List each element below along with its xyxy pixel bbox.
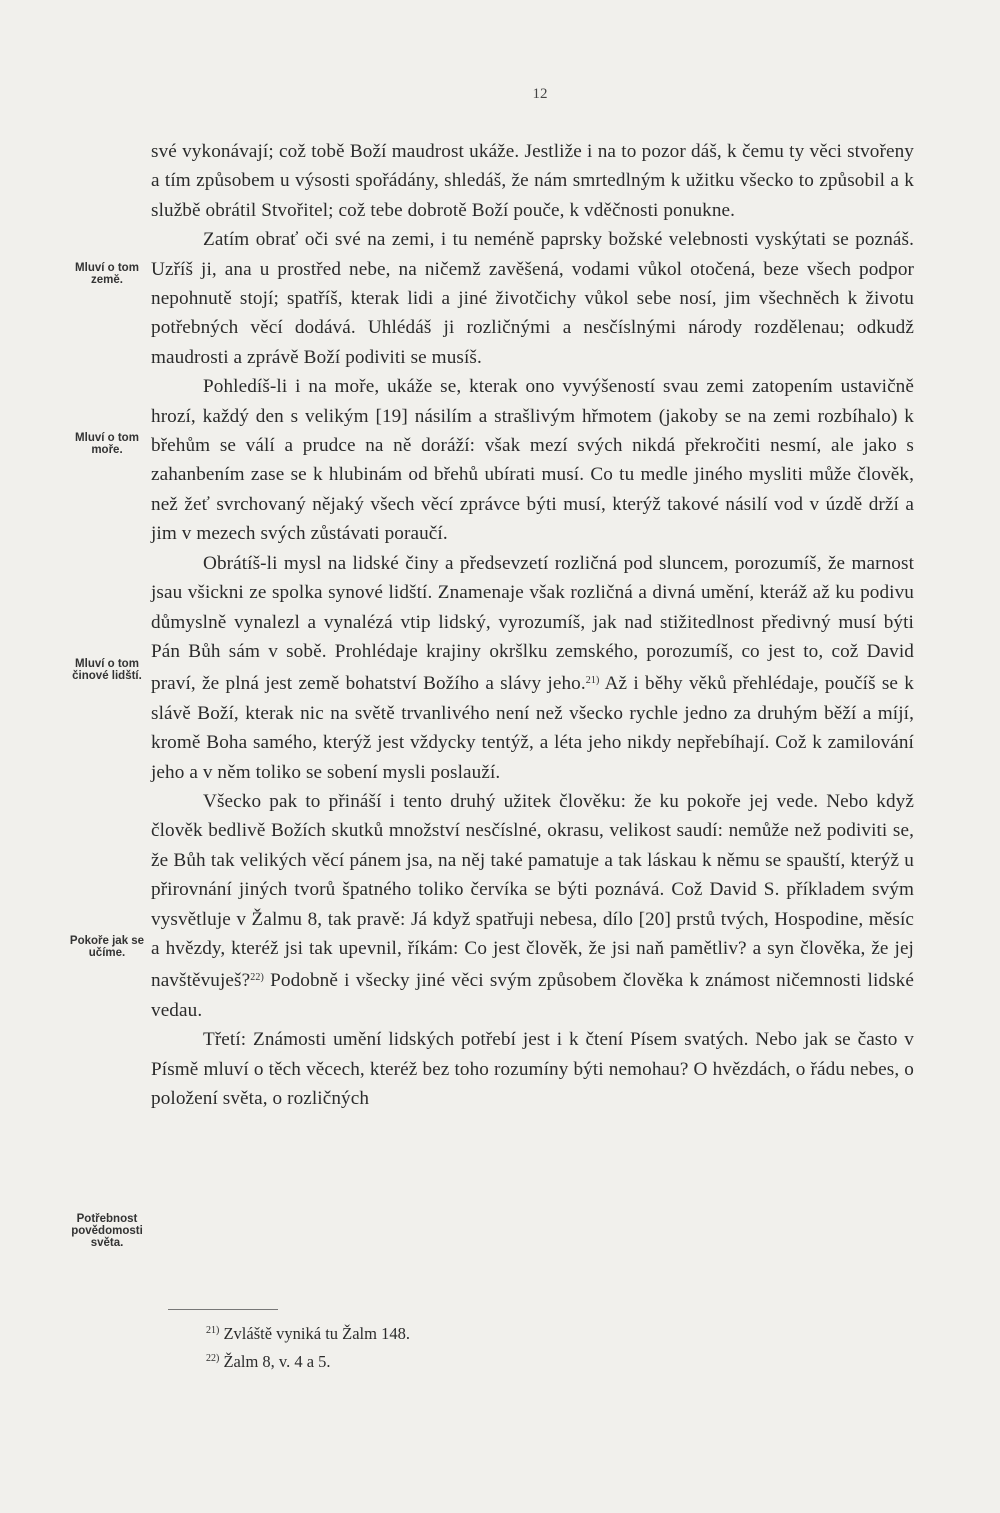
footnote-divider: [168, 1309, 278, 1310]
footnotes: [206, 1318, 706, 1374]
paragraph-text: Obrátíš-li mysl na lidské činy a předsevzetí rozličná pod sluncem, porozumíš, že marnost jsau všickni ze spolka synové lidští. Znamenaje však rozličná a divná umění, kteráž až ku podivu důmyslně vynalezl a vynalézá vtip lidský, vyrozumíš, jak nad stižitedlnost předivný musí býti Pán Bůh sám v sobě. Prohlédaje krajiny okršlku zemského, porozumíš, co jest to, což David praví, že plná jest země bohatství Božího a slávy jeho.: [151, 552, 914, 695]
main-text: [151, 137, 914, 1113]
sidenote: Mluví o tom moře.: [75, 432, 139, 456]
paragraph: Třetí: Známosti umění lidských potřebí jest i k čtení Písem svatých. Nebo jak se často v Písmě mluví o těch věcech, kteréž bez toho rozumíny býti nemohau? O hvězdách, o řádu nebes, o položení světa, o rozličných: [151, 1029, 914, 1109]
footnote-text: Žalm 8, v. 4 a 5.: [219, 1352, 331, 1371]
paragraph: [151, 787, 914, 1025]
page-number: 12: [532, 86, 548, 102]
footnote-mark: 22): [206, 1353, 220, 1364]
footnote-text: Zvláště vyniká tu Žalm 148.: [219, 1324, 410, 1343]
footnote: [206, 1346, 706, 1374]
paragraph: Pohledíš-li i na moře, ukáže se, kterak ono vyvýšeností svau zemi zatopením ustavičně hrozí, každý den s velikým [19] násilím a strašlivým hřmotem (jakoby se na zemi rozbíhalo) k břehům se válí a prudce na ně doráží: však mezí svých nikdá překročiti nesmí, ale jako s zahanbením zase se k hlubinám od břehů ubírati musí. Co tu medle jiného mysliti může člověk, než žeť svrchovaný nějaký všech věcí zprávce býti musí, kterýž takové násilí vod v úzdě drží a jim v mezech svých zůstávati poraučí.: [151, 376, 914, 545]
paragraph: [151, 549, 914, 787]
paragraph: Zatím obrať oči své na zemi, i tu neméně paprsky božské velebnosti vyskýtati se poznáš. Uzříš ji, ana u prostřed nebe, na ničemž zavěšená, vodami vůkol otočená, beze všech podpor nepohnutě stojí; spatříš, kterak lidi a jiné životčichy vůkol sebe nosí, jim všechněch k životu potřebných věcí dodává. Uhlédáš ji rozličnými a nesčíslnými národy rozdělenau; odkudž maudrosti a zprávě Boží podiviti se musíš.: [151, 229, 914, 368]
paragraph: své vykonávají; což tobě Boží maudrost ukáže. Jestliže i na to pozor dáš, k čemu ty věci stvořeny a tím způsobem u výsosti spořádány, shledáš, že nám smrtedlným k užitku všecko to způsobil a k službě obrátil Stvořitel; což tebe dobrotě Boží pouče, k vděčnosti ponukne.: [151, 141, 914, 221]
sidenote: Mluví o tom činové lidští.: [72, 658, 142, 682]
footnote-ref: 22): [250, 972, 264, 984]
paragraph-text: Všecko pak to přináší i tento druhý užitek člověku: že ku pokoře jej vede. Nebo když člověk bedlivě Božích skutků množství nesčíslné, okrasu, velikost saudí: nemůže než podiviti se, že Bůh tak velikých věcí pánem jsa, na něj také pamatuje a tak láskau k němu se spauští, kterýž u přirovnání jiných tvorů špatného toliko červíka se býti poznává. Což David S. příkladem svým vysvětluje v Žalmu 8, tak pravě: Já když spatřuji nebesa, dílo [20] prstů tvých, Hospodine, měsíc a hvězdy, kteréž jsi tak upevnil, říkám: Co jest člověk, že jsi naň pamětliv? a syn člověka, že jej navštěvuješ?: [151, 790, 914, 992]
footnote: [206, 1318, 706, 1346]
footnote-ref: 21): [585, 675, 600, 687]
paragraph-text: Podobně i všecky jiné věci svým způsobem člověka k známost ničemnosti lidské vedau.: [151, 970, 914, 1021]
footnote-mark: 21): [206, 1325, 220, 1336]
sidenote: Pokoře jak se učíme.: [69, 935, 145, 959]
sidenote: Mluví o tom zemĕ.: [75, 262, 139, 286]
sidenote: Potřebnost povědomosti světa.: [71, 1213, 143, 1249]
paragraph-text: Až i běhy věků přehlédaje, poučíš se k slávě Boží, kterak nic na světě trvanlivého není než všecko rychle jedno za druhým běží a míjí, kromě Boha samého, kterýž jest vždycky tentýž, a léta jeho nikdy nepřebíhají. Což k zamilování jeho a v něm toliko se sobení mysli poslauží.: [151, 673, 914, 783]
